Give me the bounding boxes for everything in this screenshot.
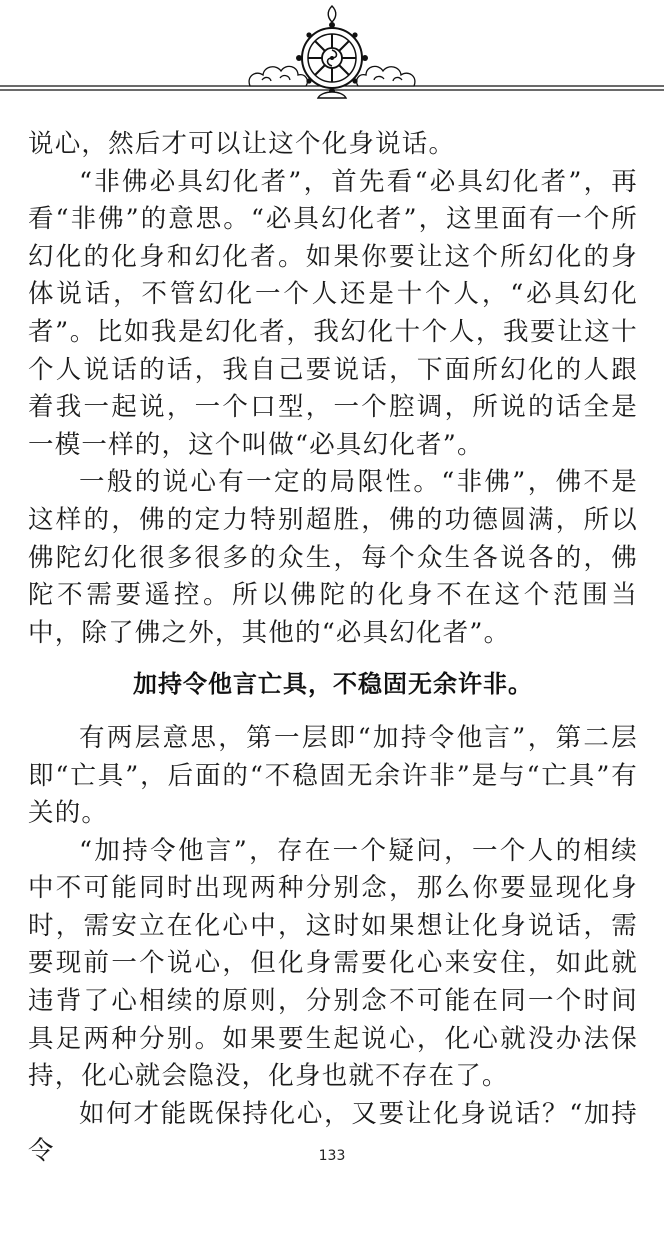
- paragraph: 说心，然后才可以让这个化身说话。: [28, 129, 456, 159]
- paragraph: 有两层意思，第一层即“加持令他言”，第二层即“亡具”，后面的“不稳固无余许非”是与“亡具”有关的。: [28, 722, 638, 829]
- page-number: 133: [318, 1148, 346, 1164]
- cloud-right-icon: [357, 66, 415, 86]
- paragraph: 如何才能既保持化心，又要让化身说话？“加持令: [28, 1098, 638, 1167]
- cloud-left-icon: [249, 66, 307, 86]
- paragraph: “加持令他言”，存在一个疑问，一个人的相续中不可能同时出现两种分别念，那么你要显现化身时，需安立在化心中，这时如果想让化身说话，需要现前一个说心，但化身需要化心来安住，如此就违背了心相续的原则，分别念不可能在同一个时间具足两种分别。如果要生起说心，化心就没办法保持，化心就会隐没，化身也就不存在了。: [28, 835, 638, 1092]
- header-ornament: [0, 0, 664, 110]
- body-text: [28, 126, 638, 1171]
- paragraph: 一般的说心有一定的局限性。“非佛”，佛不是这样的，佛的定力特别超胜，佛的功德圆满，所以佛陀幻化很多很多的众生，每个众生各说各的，佛陀不需要遥控。所以佛陀的化身不在这个范围当中，除了佛之外，其他的“必具幻化者”。: [28, 467, 638, 648]
- verse-heading: 加持令他言亡具，不稳固无余许非。: [133, 670, 533, 699]
- paragraph: “非佛必具幻化者”，首先看“必具幻化者”，再看“非佛”的意思。“必具幻化者”，这里面有一个所幻化的化身和幻化者。如果你要让这个所幻化的身体说话，不管幻化一个人还是十个人，“必具幻化者”。比如我是幻化者，我幻化十个人，我要让这十个人说话的话，我自己要说话，下面所幻化的人跟着我一起说，一个口型，一个腔调，所说的话全是一模一样的，这个叫做“必具幻化者”。: [28, 166, 638, 460]
